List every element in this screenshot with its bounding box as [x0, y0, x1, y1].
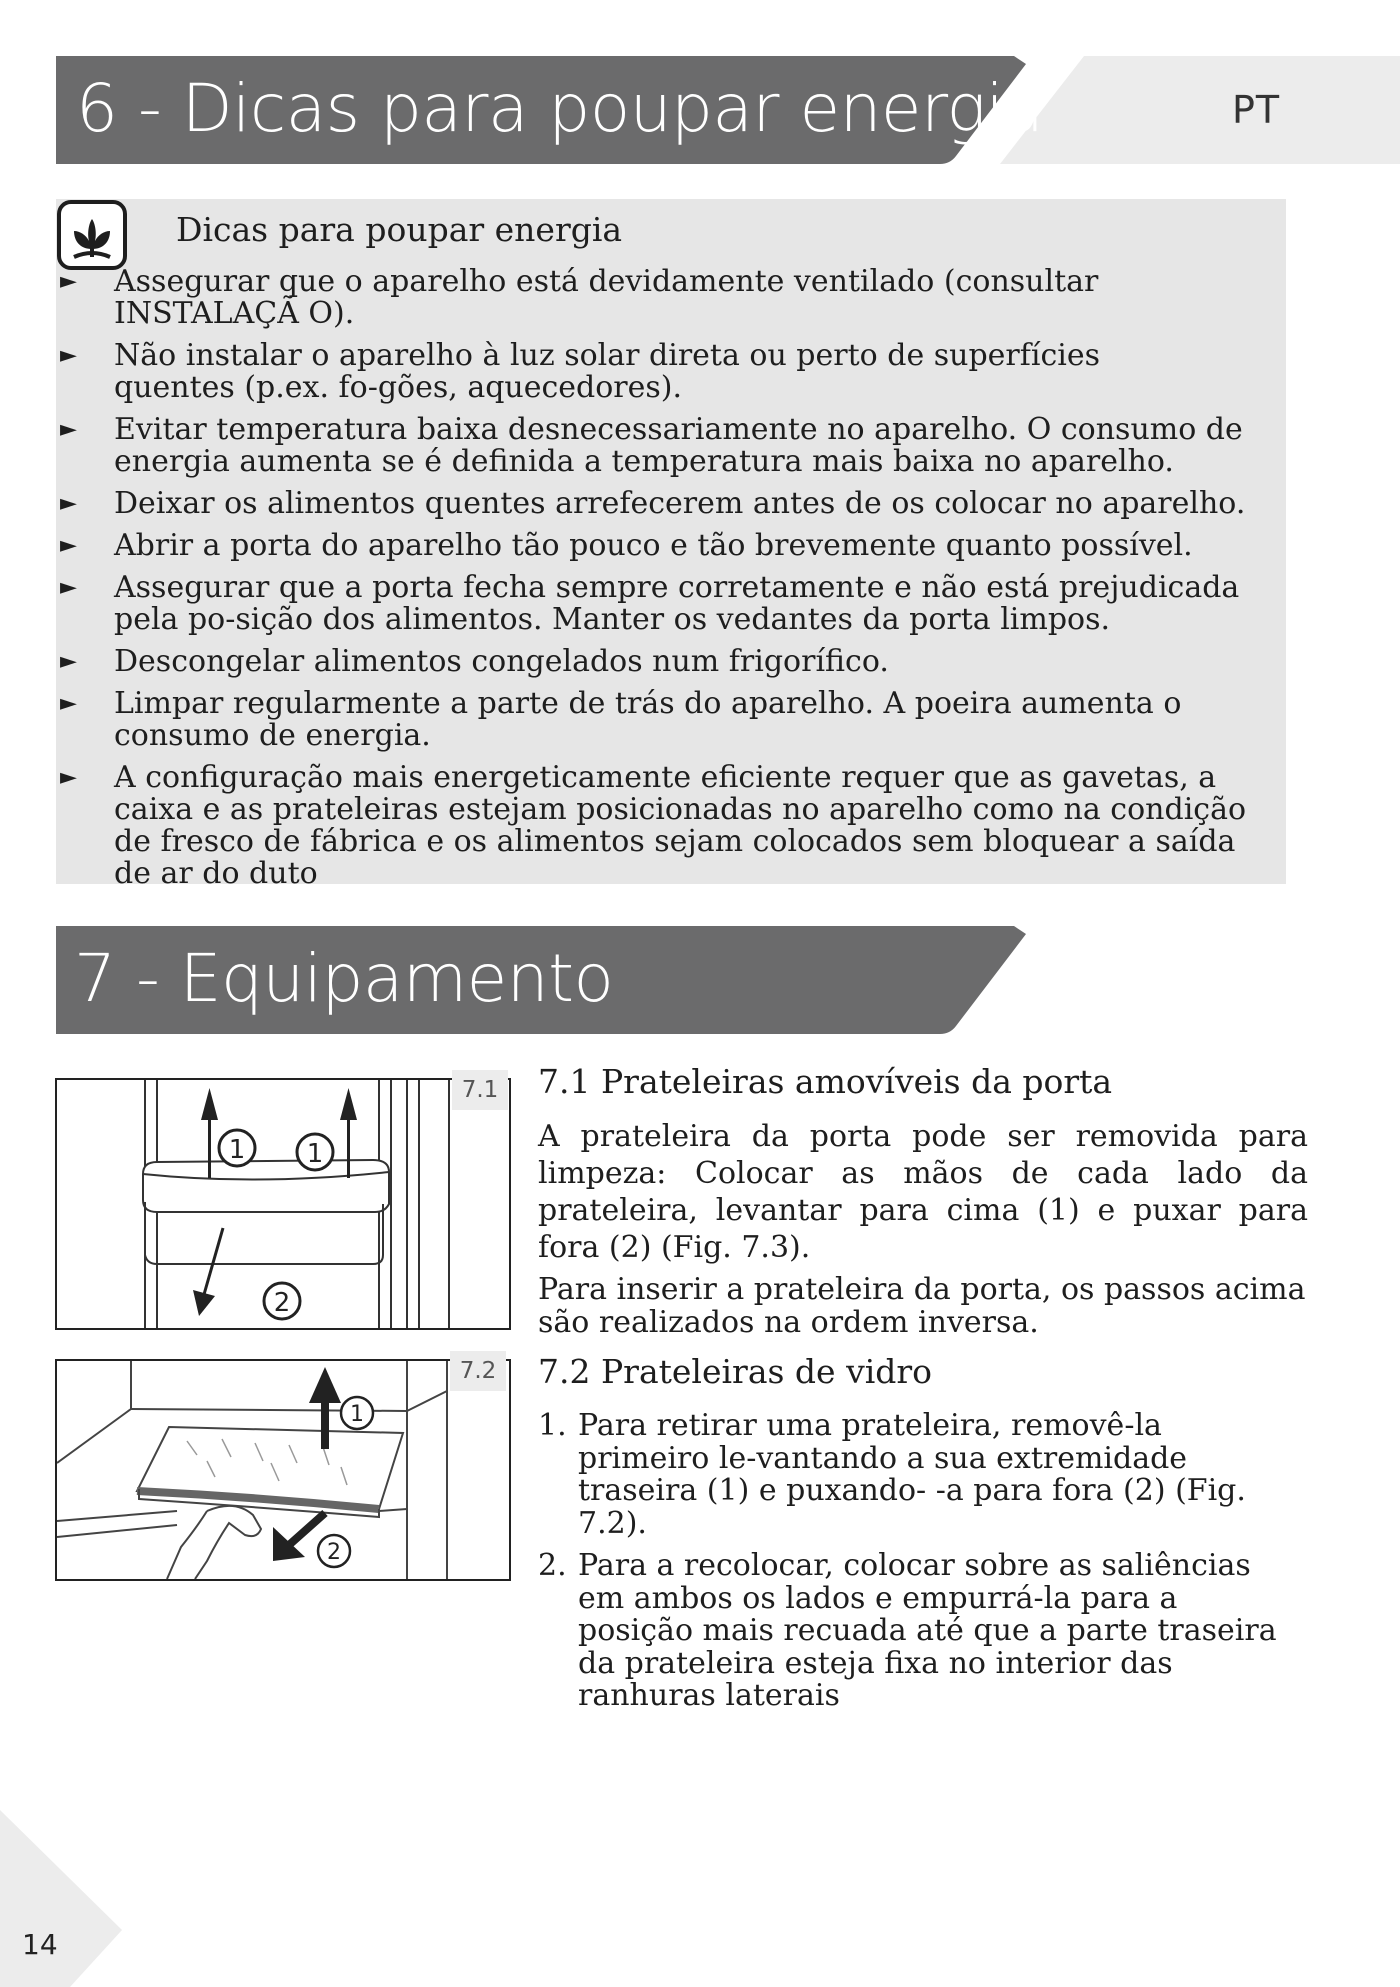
triangle-bullet-icon: ►: [60, 491, 77, 516]
triangle-bullet-icon: ►: [60, 269, 77, 294]
triangle-bullet-icon: ►: [60, 649, 77, 674]
language-tab-shape: [1000, 56, 1400, 164]
section-6-title: 6 - Dicas para poupar energia: [76, 70, 1044, 147]
triangle-bullet-icon: ►: [60, 691, 77, 716]
triangle-bullet-icon: ►: [60, 765, 77, 790]
list-item: ► Evitar temperatura baixa desnecessariamente no aparelho. O consumo de energia aumenta se é definida a temperatura mais baixa no aparelho.: [60, 412, 1243, 479]
list-item: ► Assegurar que a porta fecha sempre corretamente e não está prejudicada pela po-sição dos alimentos. Manter os vedantes da porta limpos.: [60, 570, 1240, 637]
section-7-title: 7 - Equipamento: [74, 940, 614, 1017]
triangle-bullet-icon: ►: [60, 533, 77, 558]
section-7-1-heading: 7.1 Prateleiras amovíveis da porta: [538, 1062, 1113, 1101]
fig1-marker-1a: 1: [228, 1135, 246, 1165]
figure-7-1-label: 7.1: [452, 1070, 508, 1110]
section-7-2-steps: [538, 1410, 1288, 1723]
triangle-bullet-icon: ►: [60, 417, 77, 442]
section-7-banner: [56, 926, 1026, 1032]
list-item: ► Não instalar o aparelho à luz solar direta ou perto de superfícies quentes (p.ex. fo-gões, aquecedores).: [60, 338, 1101, 405]
figure-7-2: [55, 1359, 511, 1581]
paragraph: A prateleira da porta pode ser removida para limpeza: Colocar as mãos de cada lado da prateleira, levantar para cima (1) e puxar para fora (2) (Fig. 7.3).: [538, 1119, 1308, 1265]
list-item: 2. Para a recolocar, colocar sobre as saliências em ambos os lados e empurrá-la para a posição mais recuada até que a parte traseira da prateleira esteja fixa no interior das ranhuras laterais: [538, 1548, 1277, 1713]
fig1-marker-2: 2: [273, 1288, 291, 1318]
list-item: ► A configuração mais energeticamente eficiente requer que as gavetas, a caixa e as prateleiras estejam posicionadas no aparelho como na condição de fresco de fábrica e os alimentos sejam colocados sem bloquear a saída de ar do duto: [60, 760, 1247, 891]
paragraph: Para inserir a prateleira da porta, os passos acima são realizados na ordem inversa.: [538, 1272, 1306, 1340]
triangle-bullet-icon: ►: [60, 575, 77, 600]
list-item: ► Deixar os alimentos quentes arrefecerem antes de os colocar no aparelho.: [60, 486, 1246, 521]
tips-heading: Dicas para poupar energia: [176, 210, 623, 249]
fig2-marker-1: 1: [350, 1402, 364, 1427]
leaf-eco-icon: [56, 199, 128, 271]
list-item: 1. Para retirar uma prateleira, removê-la primeiro le-vantando a sua extremidade traseira (1) e puxando- -a para fora (2) (Fig. 7.2).: [538, 1408, 1246, 1541]
figure-7-2-label: 7.2: [450, 1351, 506, 1391]
fig1-marker-1b: 1: [306, 1139, 324, 1169]
section-7-2-heading: 7.2 Prateleiras de vidro: [538, 1352, 933, 1391]
section-7-1-body: [538, 1118, 1308, 1347]
list-item: ► Abrir a porta do aparelho tão pouco e tão brevemente quanto possível.: [60, 528, 1193, 563]
figure-7-1: [55, 1078, 511, 1330]
fig2-marker-2: 2: [327, 1540, 341, 1565]
language-label: PT: [1232, 88, 1281, 132]
list-item: ► Limpar regularmente a parte de trás do aparelho. A poeira aumenta o consumo de energia.: [60, 686, 1182, 753]
list-item: ► Descongelar alimentos congelados num frigorífico.: [60, 644, 889, 679]
door-shelf-illustration: [57, 1080, 509, 1328]
triangle-bullet-icon: ►: [60, 343, 77, 368]
page-number: 14: [22, 1928, 58, 1961]
glass-shelf-illustration: [57, 1361, 509, 1579]
tips-list: [56, 266, 1256, 900]
page-corner-shape: [0, 1810, 130, 1987]
list-item: ► Assegurar que o aparelho está devidamente ventilado (consultar INSTALAÇÃ O).: [60, 264, 1099, 331]
section-6-banner: [56, 56, 1044, 162]
